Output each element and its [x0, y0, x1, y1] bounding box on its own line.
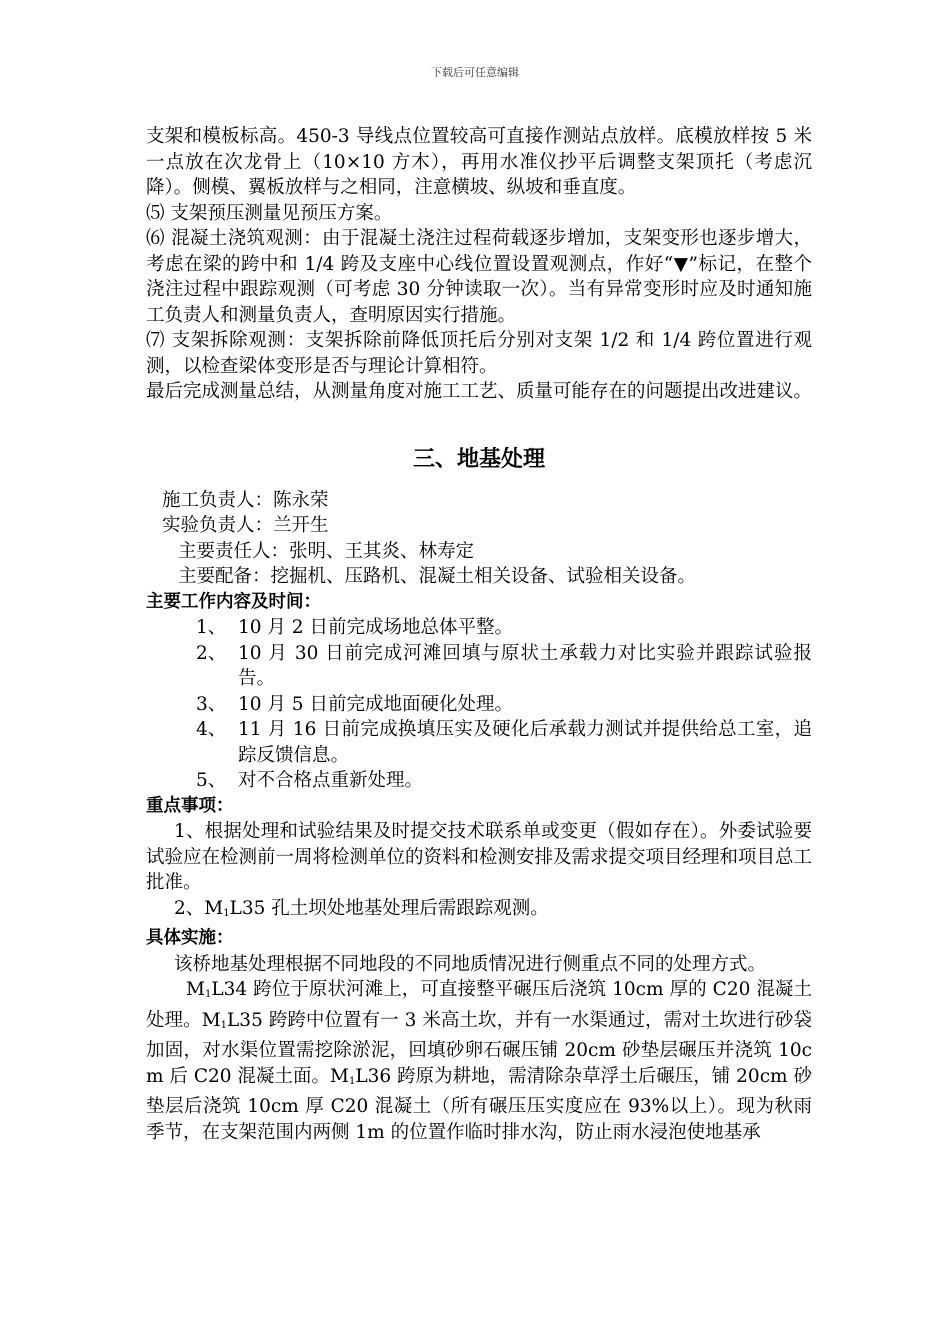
work-item-number: 1、: [196, 617, 227, 638]
work-item-text: 10 月 5 日前完成地面硬化处理。: [238, 693, 513, 715]
work-item-number: 5、: [196, 770, 227, 791]
work-item-number: 3、: [196, 693, 227, 715]
impl-paragraph-1: 该桥地基处理根据不同地段的不同地质情况进行侧重点不同的处理方式。: [174, 953, 767, 975]
work-item: [146, 768, 812, 794]
staff-responsible: 主要责任人：张明、王其炎、林寿定: [178, 540, 475, 562]
work-item-number: 2、: [196, 642, 227, 664]
impl-sub: 1: [220, 1019, 228, 1031]
impl-m: M: [330, 1065, 349, 1087]
work-item: [146, 641, 812, 692]
key-item-1: 1、根据处理和试验结果及时提交技术联系单或变更（假如存在）。外委试验要试验应在检测前一周将检测单位的资料和检测安排及需求提交项目经理和项目总工批准。: [146, 821, 813, 893]
page-header: 下载后可任意编辑: [431, 66, 519, 79]
impl-sub: 1: [204, 989, 212, 1000]
impl-m: M: [201, 1009, 221, 1031]
work-heading: 主要工作内容及时间：: [146, 591, 321, 612]
section-title: 三、地基处理: [412, 446, 545, 472]
key-item-2-sub: 1: [223, 907, 230, 919]
staff-experiment-lead: 实验负责人：兰开生: [162, 515, 329, 536]
staff-equipment: 主要配备：挖掘机、压路机、混凝土相关设备、试验相关设备。: [178, 566, 697, 587]
work-item: [146, 717, 812, 768]
paragraph-concrete-observation: ⑹ 混凝土浇筑观测：由于混凝土浇注过程荷载逐步增加，支架变形也逐步增大，考虑在梁的跨中和 1/4 跨及支座中心线位置设置观测点，作好“▼”标记，在整个浇注过程中跟踪观测（可考虑 30 分钟读取一次）。当有异常变形时应及时通知施工负责人和测量负责人，查明原因实行措施。: [146, 228, 812, 326]
impl-m: M: [186, 979, 205, 1000]
paragraph-removal-observation: ⑺ 支架拆除观测：支架拆除前降低顶托后分别对支架 1/2 和 1/4 跨位置进行观测，以检查梁体变形是否与理论计算相符。: [146, 330, 812, 377]
work-item-text: 11 月 16 日前完成换填压实及硬化后承载力测试并提供给总工室，追踪反馈信息。: [238, 719, 812, 766]
work-item: [146, 692, 812, 718]
key-item-2-prefix: 2、M: [174, 897, 224, 919]
paragraph-summary: 最后完成测量总结，从测量角度对施工工艺、质量可能存在的问题提出改进建议。: [146, 381, 813, 402]
key-item-2: [146, 896, 812, 927]
paragraph-preload: ⑸ 支架预压测量见预压方案。: [146, 202, 393, 224]
work-item: [146, 615, 812, 641]
work-item-text: 10 月 2 日前完成场地总体平整。: [238, 617, 513, 638]
key-item-2-rest: L35 孔土坝处地基处理后需跟踪观测。: [229, 897, 549, 919]
impl-span-l34: L34 跨位于原状河滩上，可直接整平碾压后浇筑 10cm 厚的 C20 混凝土处理。: [146, 979, 812, 1031]
impl-span-l36: L36 跨原为耕地，需清除杂草浮土后碾压，铺 20cm 砂垫层后浇筑 10cm 厚 C20 混凝土（所有碾压压实度应在 93%以上）。现为秋雨季节，在支架范围内两侧 1m 的位置作临时排水沟，防止雨水浸泡使地基承: [146, 1065, 812, 1143]
work-item-text: 对不合格点重新处理。: [238, 770, 424, 791]
staff-construction-lead: 施工负责人：陈永荣: [162, 489, 329, 511]
work-item-text: 10 月 30 日前完成河滩回填与原状土承载力对比实验并跟踪试验报告。: [238, 642, 812, 689]
key-heading: 重点事项：: [146, 795, 234, 816]
impl-sub: 1: [348, 1075, 356, 1087]
work-item-number: 4、: [196, 719, 227, 740]
paragraph-formwork: 支架和模板标高。450-3 导线点位置较高可直接作测站点放样。底模放样按 5 米一点放在次龙骨上（10×10 方木），再用水准仪抄平后调整支架顶托（考虑沉降）。侧模、翼板放样与之相同，注意横坡、纵坡和垂直度。: [146, 126, 812, 198]
impl-span-l35: L35 跨跨中位置有一 3 米高土坎，并有一水渠通过，需对土坎进行砂袋加固，对水渠位置需挖除淤泥，回填砂卵石碾压铺 20cm 砂垫层碾压并浇筑 10cm 后 C20 混凝土面。: [146, 1009, 812, 1087]
impl-paragraph-2: [146, 977, 812, 1145]
impl-heading: 具体实施：: [146, 928, 234, 948]
document-body: [146, 124, 812, 1145]
